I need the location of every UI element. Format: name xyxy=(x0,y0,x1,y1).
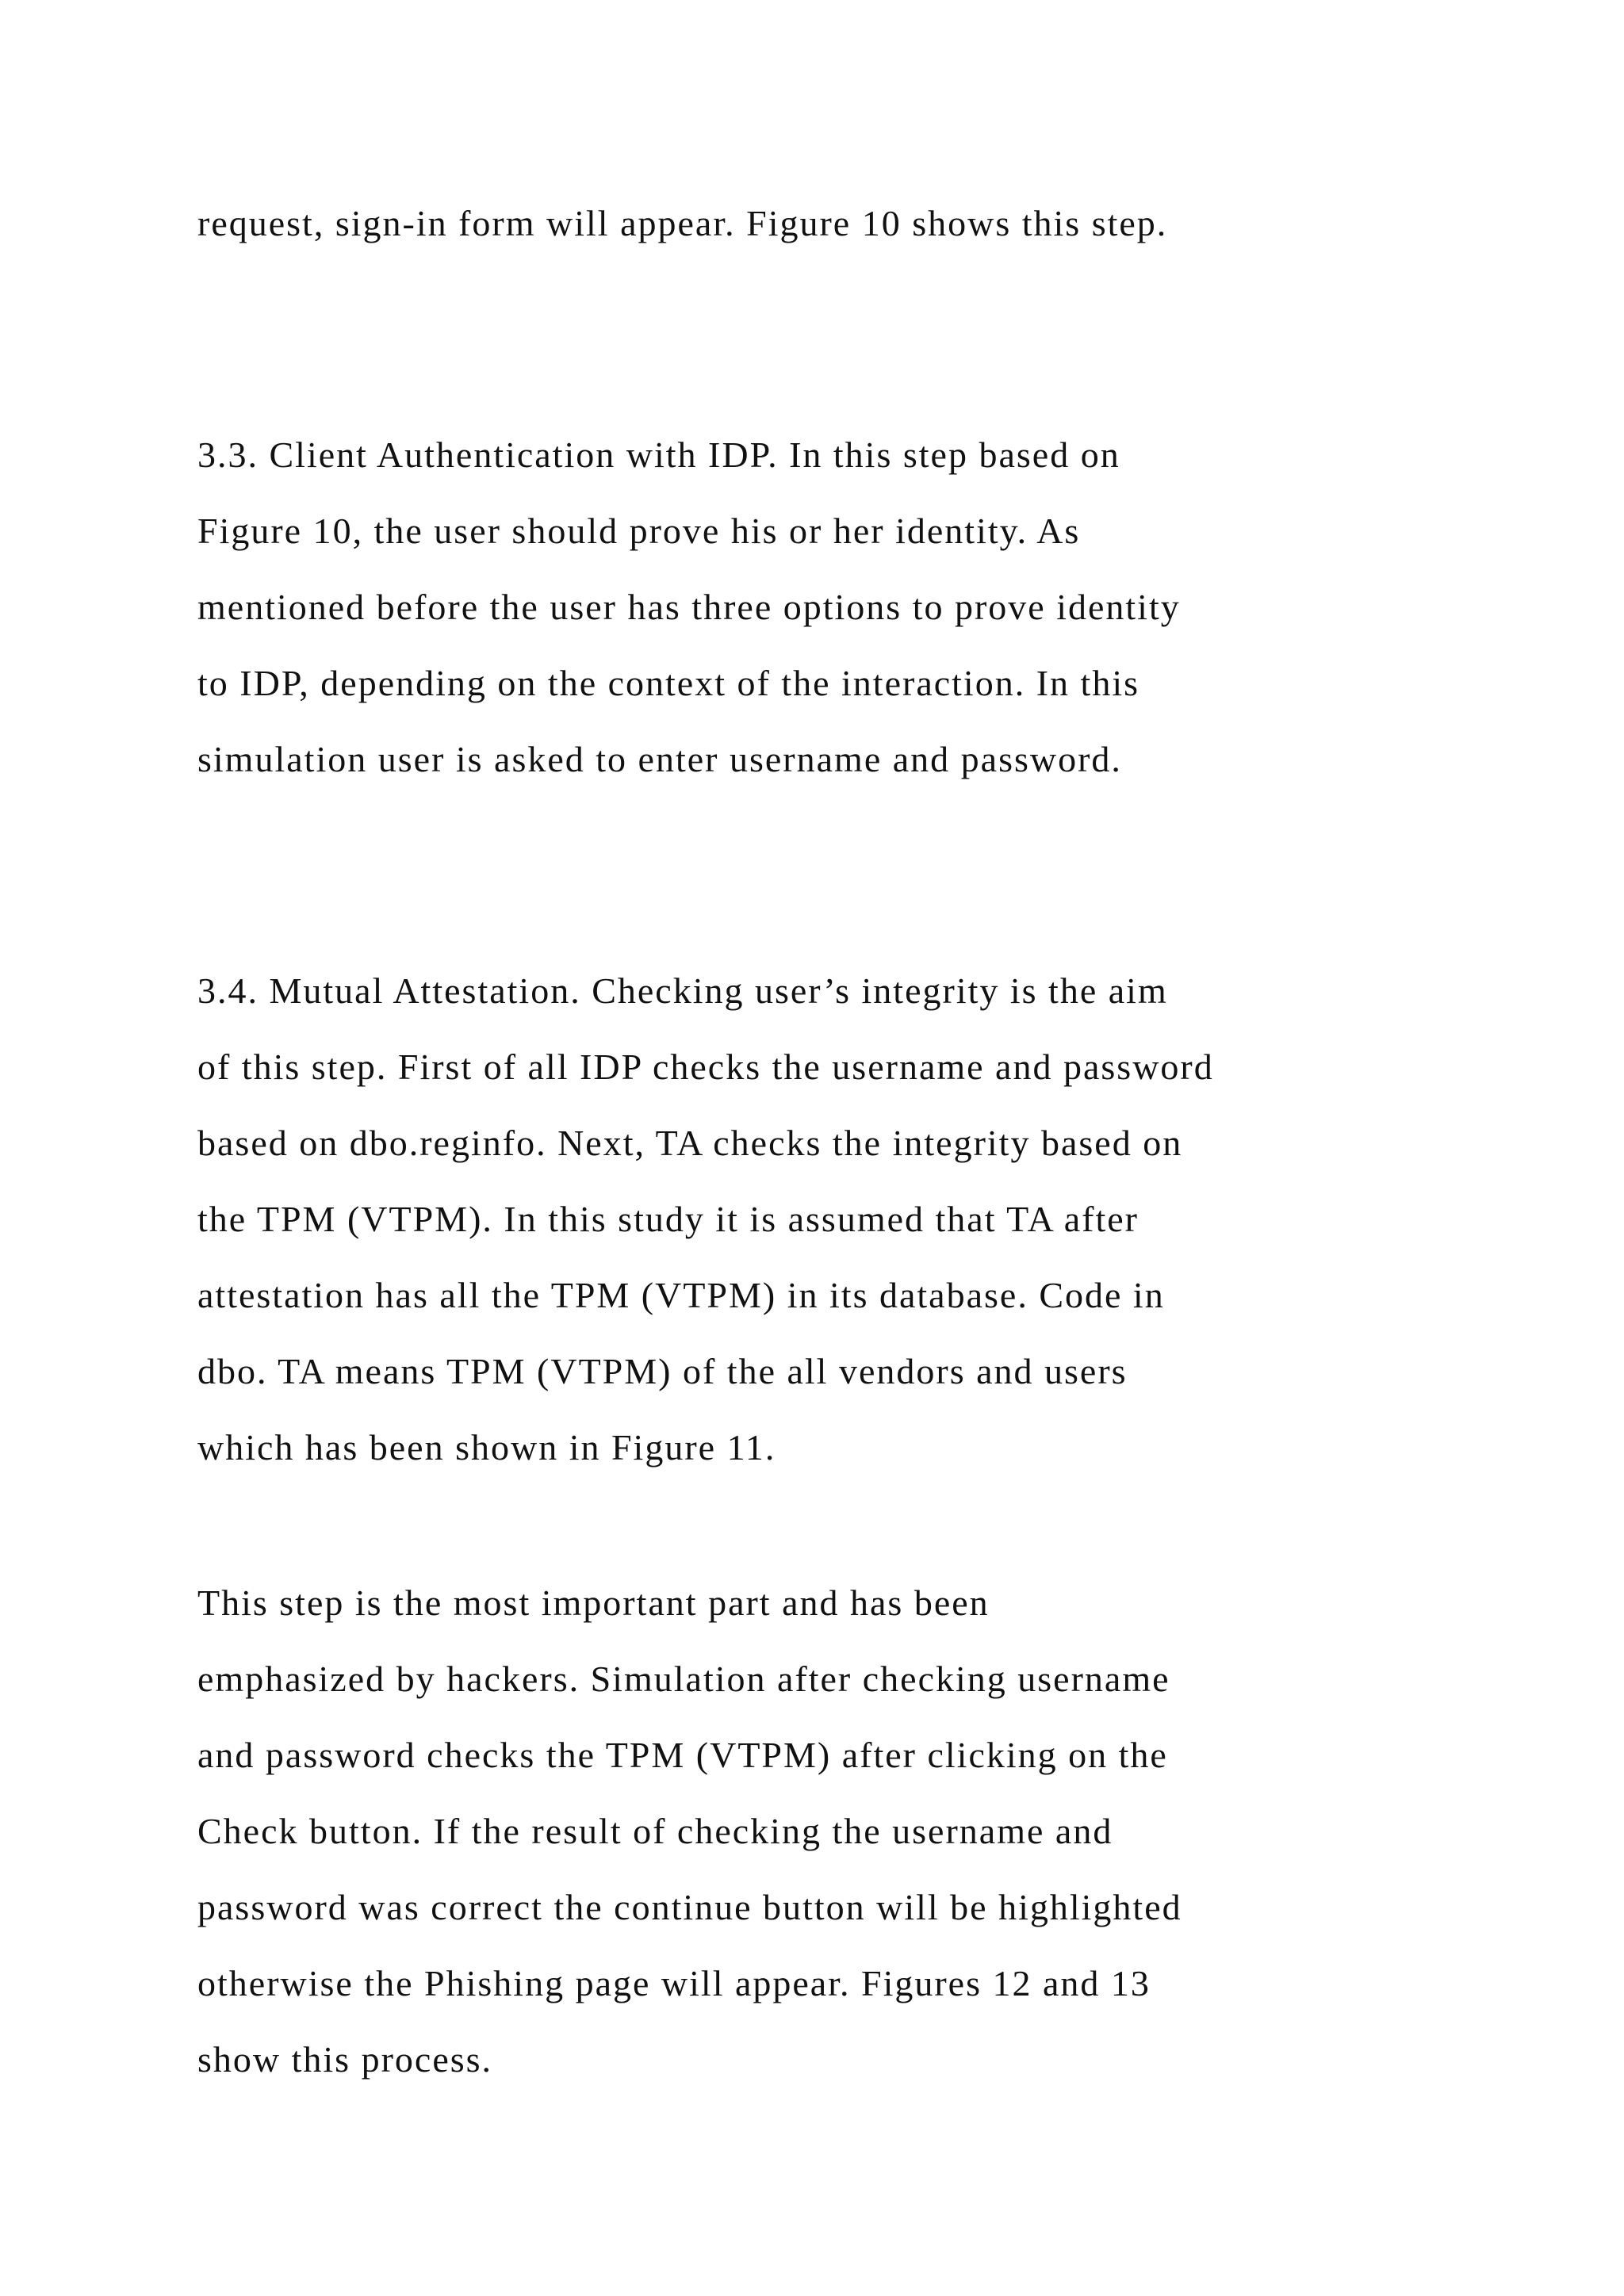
text-line: mentioned before the user has three options to prove identity xyxy=(197,587,1181,627)
text-line: Figure 10, the user should prove his or her identity. As xyxy=(197,511,1081,551)
paragraph-sign-in-form xyxy=(197,186,1466,262)
text-line: otherwise the Phishing page will appear. Figures 12 and 13 xyxy=(197,1963,1151,2003)
text-line: simulation user is asked to enter username and password. xyxy=(197,739,1122,779)
text-line: which has been shown in Figure 11. xyxy=(197,1427,776,1468)
text-line: 3.4. Mutual Attestation. Checking user’s integrity is the aim xyxy=(197,970,1168,1011)
text-line: password was correct the continue button will be highlighted xyxy=(197,1887,1182,1927)
paragraph-client-authentication xyxy=(197,417,1466,798)
paragraph-simulation-process xyxy=(197,1565,1466,2098)
text-line: show this process. xyxy=(197,2039,493,2080)
text-line: request, sign-in form will appear. Figure 10 shows this step. xyxy=(197,203,1168,243)
paragraph-mutual-attestation xyxy=(197,953,1466,1486)
text-line: emphasized by hackers. Simulation after checking username xyxy=(197,1659,1170,1699)
text-line: dbo. TA means TPM (VTPM) of the all vendors and users xyxy=(197,1351,1128,1391)
text-line: of this step. First of all IDP checks the username and password xyxy=(197,1047,1214,1087)
text-line: 3.3. Client Authentication with IDP. In this step based on xyxy=(197,434,1120,475)
text-line: the TPM (VTPM). In this study it is assumed that TA after xyxy=(197,1199,1139,1239)
text-line: to IDP, depending on the context of the interaction. In this xyxy=(197,663,1139,703)
text-line: This step is the most important part and has been xyxy=(197,1582,990,1623)
text-line: based on dbo.reginfo. Next, TA checks the integrity based on xyxy=(197,1123,1183,1163)
text-line: and password checks the TPM (VTPM) after clicking on the xyxy=(197,1735,1168,1775)
text-line: attestation has all the TPM (VTPM) in its database. Code in xyxy=(197,1275,1165,1315)
text-line: Check button. If the result of checking the username and xyxy=(197,1811,1113,1851)
